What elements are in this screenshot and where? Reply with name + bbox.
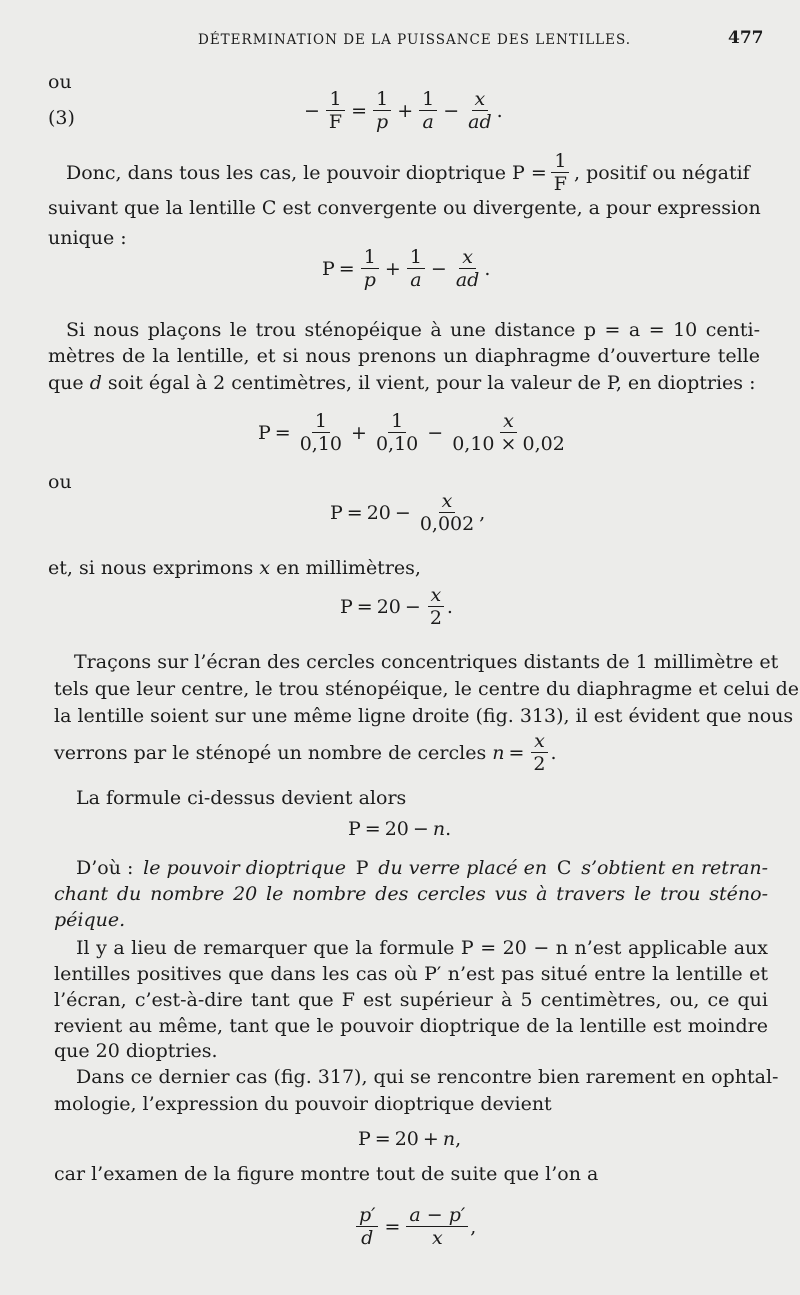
eq-equals: = bbox=[351, 99, 368, 122]
page-number: 477 bbox=[728, 28, 764, 48]
paragraph-line: La formule ci-dessus devient alors bbox=[76, 787, 407, 809]
eq-plus: + bbox=[397, 99, 414, 122]
fraction: $\frac{a - p'}{x}$ bbox=[406, 1204, 468, 1249]
fraction: $\frac{1}{0,10}$ bbox=[375, 410, 419, 455]
paragraph-line: Dans ce dernier cas (fig. 317), qui se rencontre bien rarement en ophtal- bbox=[76, 1066, 779, 1088]
fraction: $\frac{1}{F}$ bbox=[551, 150, 570, 195]
fraction: $\frac{1}{a}$ bbox=[419, 88, 437, 133]
equation-numeric: P = $\frac{1}{0,10}$ + $\frac{1}{0,10}$ − $\frac{x}{0,10 \times 0,02}$ bbox=[258, 410, 570, 455]
paragraph-line: D’où : le pouvoir dioptrique P du verre placé en C s’obtient en retran- bbox=[76, 857, 768, 879]
equation-tag: (3) bbox=[48, 107, 75, 129]
text: , positif ou négatif bbox=[573, 161, 750, 184]
fraction: $\frac{x}{2}$ bbox=[427, 584, 445, 629]
paragraph-line: lentilles positives que dans les cas où P′ n’est pas situé entre la lentille et bbox=[54, 963, 768, 985]
paragraph-line: unique : bbox=[48, 227, 127, 249]
fraction: $\frac{1}{0,10}$ bbox=[299, 410, 343, 455]
paragraph-line: tels que leur centre, le trou sténopéique, le centre du diaphragme et celui de bbox=[54, 678, 799, 700]
paragraph-line: verrons par le sténopé un nombre de cercles n = $\frac{x}{2}$ . bbox=[54, 730, 557, 775]
fraction: $\frac{x}{2}$ bbox=[530, 730, 548, 775]
fraction: $\frac{p'}{d}$ bbox=[356, 1204, 378, 1249]
fraction: $\frac{x}{ad}$ bbox=[455, 246, 480, 291]
paragraph-line bbox=[66, 150, 750, 195]
fraction: $\frac{x}{0,10 \times 0,02}$ bbox=[452, 410, 565, 455]
paragraph-line: suivant que la lentille C est convergente ou divergente, a pour expression bbox=[48, 197, 761, 219]
equation-plus: P = 20 + n , bbox=[358, 1128, 462, 1150]
fraction: $\frac{1}{p}$ bbox=[373, 88, 391, 133]
paragraph-line: péique. bbox=[54, 909, 126, 931]
paragraph-line: Si nous plaçons le trou sténopéique à une distance p = a = 10 centi- bbox=[66, 319, 760, 341]
paragraph-line: que d soit égal à 2 centimètres, il vient, pour la valeur de P, en dioptries : bbox=[48, 372, 756, 394]
paragraph-line: revient au même, tant que le pouvoir dioptrique de la lentille est moindre bbox=[54, 1015, 768, 1037]
paragraph-line: mologie, l’expression du pouvoir dioptrique devient bbox=[54, 1093, 552, 1115]
paragraph-line: que 20 dioptries. bbox=[54, 1040, 218, 1062]
text-ou: ou bbox=[48, 71, 72, 93]
equation-last: $\frac{p'}{d}$ = $\frac{a - p'}{x}$ , bbox=[354, 1204, 476, 1249]
page-header bbox=[0, 26, 800, 56]
fraction: $\frac{x}{ad}$ bbox=[468, 88, 492, 133]
text: Donc, dans tous les cas, le pouvoir dioptrique P = bbox=[66, 161, 547, 184]
fraction: $\frac{x}{0,002}$ bbox=[419, 490, 475, 535]
paragraph-line: la lentille soient sur une même ligne droite (fig. 313), il est évident que nous bbox=[54, 705, 794, 727]
fraction: $\frac{1}{a}$ bbox=[407, 246, 425, 291]
paragraph-line: l’écran, c’est-à-dire tant que F est supérieur à 5 centimètres, ou, ce qui bbox=[54, 989, 768, 1011]
paragraph-line: et, si nous exprimons x en millimètres, bbox=[48, 557, 421, 579]
fraction: $\frac{1}{p}$ bbox=[361, 246, 379, 291]
text-ou: ou bbox=[48, 471, 72, 493]
equation-3 bbox=[300, 88, 503, 133]
equation-20-b: P = 20 − $\frac{x}{2}$ . bbox=[340, 584, 453, 629]
paragraph-line: mètres de la lentille, et si nous prenons un diaphragme d’ouverture telle bbox=[48, 345, 760, 367]
fraction: $\frac{1}{F}$ bbox=[326, 88, 345, 133]
paragraph-line: car l’examen de la figure montre tout de suite que l’on a bbox=[54, 1163, 599, 1185]
equation-20-a: P = 20 − $\frac{x}{0,002}$ , bbox=[330, 490, 486, 535]
eq-minus: − bbox=[443, 99, 460, 122]
running-title: DÉTERMINATION DE LA PUISSANCE DES LENTILLES. bbox=[198, 32, 632, 48]
equation-n: P = 20 − n . bbox=[348, 818, 452, 840]
paragraph-line: Traçons sur l’écran des cercles concentriques distants de 1 millimètre et bbox=[74, 651, 779, 673]
eq-sign: − bbox=[304, 99, 320, 122]
eq-end: . bbox=[496, 99, 503, 122]
paragraph-line: Il y a lieu de remarquer que la formule P = 20 − n n’est applicable aux bbox=[76, 937, 768, 959]
paragraph-line: chant du nombre 20 le nombre des cercles vus à travers le trou sténo- bbox=[54, 883, 768, 905]
equation-power: P = $\frac{1}{p}$ + $\frac{1}{a}$ − $\frac{x}{ad}$ . bbox=[322, 246, 491, 291]
